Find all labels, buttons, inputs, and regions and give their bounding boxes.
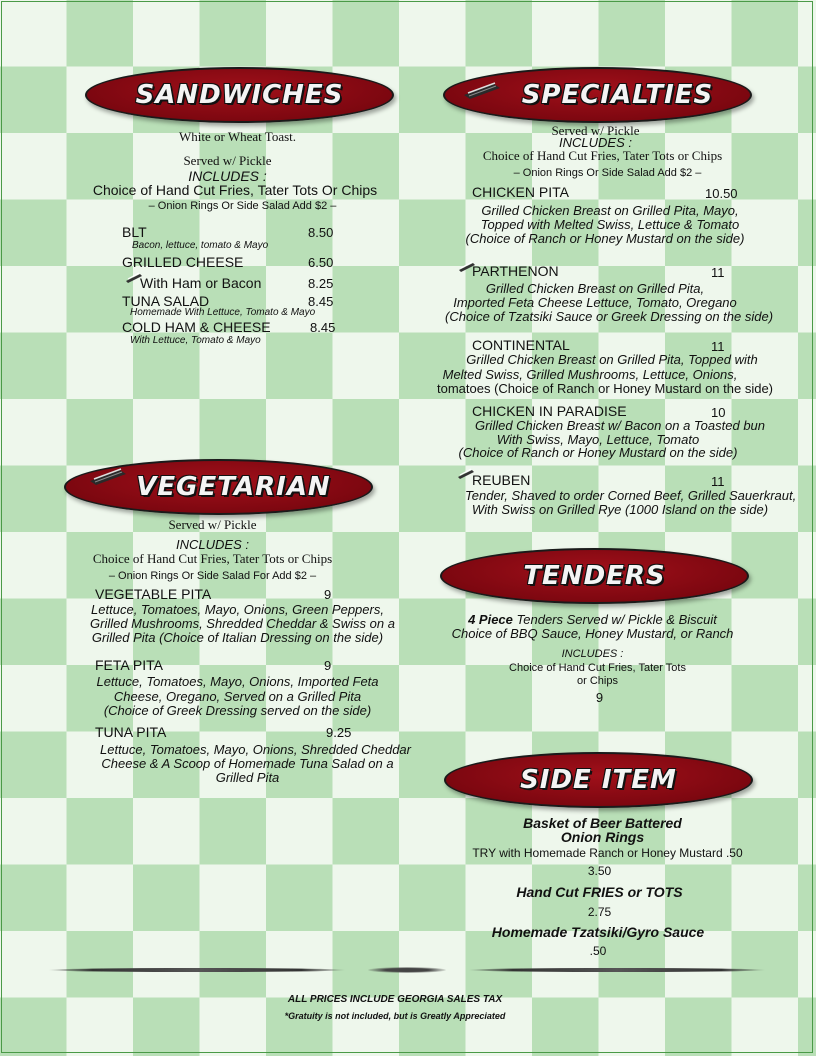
item-chicken-paradise-desc-2: With Swiss, Mayo, Lettuce, Tomato [496, 432, 700, 447]
sandwich-icon [88, 468, 128, 486]
item-tuna-pita-name: TUNA PITA [95, 724, 167, 740]
item-blt-price: 8.50 [308, 225, 334, 240]
item-reuben-desc-2: With Swiss on Grilled Rye (1000 Island on the side) [471, 502, 769, 517]
item-vegetable-pita-name: VEGETABLE PITA [95, 586, 212, 602]
sandwiches-includes: INCLUDES : [188, 168, 267, 184]
specialties-title: SPECIALTIES [521, 80, 714, 110]
item-feta-pita-desc-1: Lettuce, Tomatoes, Mayo, Onions, Imported Feta [96, 674, 379, 689]
item-chicken-paradise-name: CHICKEN IN PARADISE [472, 403, 627, 419]
tenders-includes: INCLUDES : [561, 648, 624, 660]
specialties-includes: INCLUDES : [559, 135, 632, 150]
vegetarian-title: VEGETARIAN [136, 472, 331, 502]
item-parthenon-desc-2: Imported Feta Cheese Lettuce, Tomato, Oregano [453, 295, 737, 310]
sandwiches-served: Served w/ Pickle [183, 153, 272, 168]
item-chicken-pita-name: CHICKEN PITA [472, 184, 569, 200]
item-continental-desc-2: Melted Swiss, Grilled Mushrooms, Lettuce, Onions, [442, 367, 738, 382]
tenders-pieces: 4 Piece [468, 612, 513, 627]
item-ham-bacon-price: 8.25 [308, 276, 334, 291]
vegetarian-choice: Choice of Hand Cut Fries, Tater Tots or Chips [92, 551, 333, 566]
fries-title: Hand Cut FRIES or TOTS [516, 884, 683, 900]
footer-tax: ALL PRICES INCLUDE GEORGIA SALES TAX [287, 994, 503, 1005]
item-grilled-cheese-name: GRILLED CHEESE [122, 254, 244, 270]
item-tuna-salad-name: TUNA SALAD [122, 293, 210, 309]
vegetarian-addon: – Onion Rings Or Side Salad For Add $2 – [108, 570, 317, 582]
item-reuben-price: 11 [711, 474, 725, 489]
item-parthenon-name: PARTHENON [472, 263, 559, 279]
item-chicken-pita-price: 10.50 [705, 186, 738, 201]
tenders-choice-1: Choice of Hand Cut Fries, Tater Tots [509, 662, 686, 674]
sauce-price: .50 [589, 944, 607, 958]
vegetarian-served: Served w/ Pickle [168, 517, 257, 532]
tenders-line1 [440, 612, 745, 627]
tenders-title: TENDERS [523, 561, 666, 591]
divider-left [48, 968, 346, 972]
item-chicken-pita-desc-2: Topped with Melted Swiss, Lettuce & Tomato [480, 217, 740, 232]
item-tuna-pita-price: 9.25 [326, 725, 352, 740]
item-chicken-pita-desc-3: (Choice of Ranch or Honey Mustard on the side) [465, 231, 745, 246]
divider-center [368, 967, 446, 973]
item-cold-ham-price: 8.45 [310, 320, 336, 335]
item-blt-name: BLT [122, 224, 147, 240]
item-feta-pita-desc-2: Cheese, Oregano, Served on a Grilled Pita [113, 689, 362, 704]
onion-rings-title-2: Onion Rings [560, 829, 645, 845]
item-parthenon-price: 11 [711, 265, 725, 280]
side-item-banner [444, 752, 753, 808]
item-chicken-paradise-desc-1: Grilled Chicken Breast w/ Bacon on a Toasted bun [474, 418, 766, 433]
item-tuna-pita-desc-2: Cheese & A Scoop of Homemade Tuna Salad on a [101, 756, 394, 771]
item-grilled-cheese-price: 6.50 [308, 255, 334, 270]
tenders-served: Tenders Served w/ Pickle & Biscuit [512, 612, 717, 627]
specialties-served: Served w/ Pickle [551, 123, 640, 138]
item-vegetable-pita-price: 9 [324, 587, 332, 602]
item-cold-ham-name: COLD HAM & CHEESE [122, 319, 271, 335]
item-ham-bacon-name: With Ham or Bacon [140, 275, 262, 291]
item-reuben-name: REUBEN [472, 472, 531, 488]
divider-right [468, 968, 766, 972]
item-blt-desc: Bacon, lettuce, tomato & Mayo [132, 240, 269, 251]
tenders-line2: Choice of BBQ Sauce, Honey Mustard, or Ranch [451, 626, 734, 641]
item-vegetable-pita-desc-2: Grilled Mushrooms, Shredded Cheddar & Swiss on a [90, 616, 395, 631]
sandwiches-choice: Choice of Hand Cut Fries, Tater Tots Or Chips [92, 182, 378, 198]
onion-rings-note: TRY with Homemade Ranch or Honey Mustard .50 [472, 846, 743, 860]
fries-price: 2.75 [587, 905, 612, 919]
footer-gratuity: *Gratuity is not included, but is Greatly Appreciated [284, 1011, 506, 1021]
item-tuna-pita-desc-3: Grilled Pita [215, 770, 280, 785]
tenders-choice-2: or Chips [577, 675, 618, 687]
item-parthenon-desc-1: Grilled Chicken Breast on Grilled Pita, [485, 281, 705, 296]
item-feta-pita-name: FETA PITA [95, 657, 163, 673]
item-parthenon-desc-3: (Choice of Tzatsiki Sauce or Greek Dressing on the side) [445, 309, 774, 324]
item-continental-price: 11 [711, 339, 725, 354]
vegetarian-includes: INCLUDES : [176, 537, 249, 552]
item-continental-desc-1: Grilled Chicken Breast on Grilled Pita, Topped with [466, 352, 758, 367]
item-reuben-desc-1: Tender, Shaved to order Corned Beef, Grilled Sauerkraut, [465, 488, 797, 503]
sauce-title: Homemade Tzatsiki/Gyro Sauce [491, 924, 705, 940]
sandwiches-title: SANDWICHES [135, 80, 344, 110]
item-chicken-paradise-desc-3: (Choice of Ranch or Honey Mustard on the side) [458, 445, 738, 460]
specialties-choice: Choice of Hand Cut Fries, Tater Tots or Chips [482, 148, 723, 163]
item-continental-desc-3: tomatoes (Choice of Ranch or Honey Mustard on the side) [437, 381, 774, 396]
item-chicken-paradise-price: 10 [711, 405, 726, 420]
item-tuna-pita-desc-1: Lettuce, Tomatoes, Mayo, Onions, Shredded Cheddar [100, 742, 411, 757]
onion-rings-title-1: Basket of Beer Battered [523, 815, 682, 831]
item-feta-pita-desc-3: (Choice of Greek Dressing served on the side) [103, 703, 372, 718]
sandwiches-toast: White or Wheat Toast. [178, 129, 297, 144]
tenders-price: 9 [595, 690, 604, 705]
item-vegetable-pita-desc-3: Grilled Pita (Choice of Italian Dressing on the side) [91, 630, 384, 645]
specialties-addon: – Onion Rings Or Side Salad Add $2 – [513, 167, 702, 179]
item-feta-pita-price: 9 [324, 658, 332, 673]
side-item-title: SIDE ITEM [520, 765, 677, 795]
onion-rings-price: 3.50 [587, 864, 612, 878]
item-chicken-pita-desc-1: Grilled Chicken Breast on Grilled Pita, Mayo, [481, 203, 739, 218]
sandwich-icon [462, 82, 502, 100]
tenders-banner [440, 548, 749, 604]
sandwiches-banner [85, 67, 394, 123]
item-cold-ham-desc: With Lettuce, Tomato & Mayo [130, 335, 261, 346]
item-tuna-salad-desc: Homemade With Lettuce, Tomato & Mayo [130, 307, 316, 318]
sandwiches-addon: – Onion Rings Or Side Salad Add $2 – [148, 200, 337, 212]
item-vegetable-pita-desc-1: Lettuce, Tomatoes, Mayo, Onions, Green Peppers, [91, 602, 384, 617]
item-tuna-salad-price: 8.45 [308, 294, 334, 309]
item-continental-name: CONTINENTAL [472, 337, 570, 353]
